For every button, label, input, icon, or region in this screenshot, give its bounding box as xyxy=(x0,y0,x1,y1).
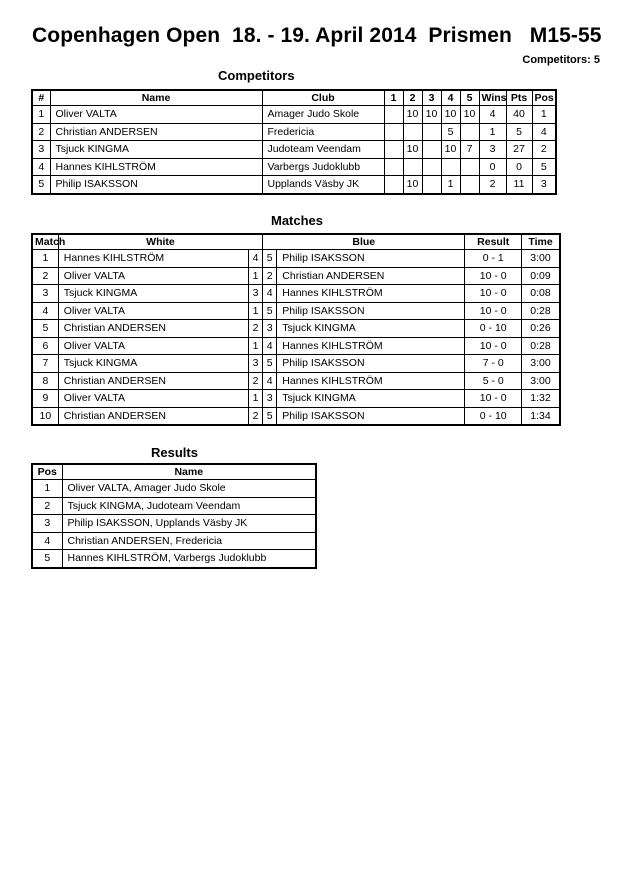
competitor-num: 4 xyxy=(32,158,50,176)
competitor-club: Varbergs Judoklubb xyxy=(262,158,384,176)
competitor-club: Upplands Väsby JK xyxy=(262,176,384,194)
wins-cell: 4 xyxy=(479,106,506,124)
pos-cell: 2 xyxy=(532,141,556,159)
competitors-table xyxy=(31,89,557,195)
col-header-1: 1 xyxy=(384,90,403,106)
match-number: 2 xyxy=(32,267,58,285)
table-row xyxy=(32,407,560,425)
competitor-name: Hannes KIHLSTRÖM xyxy=(50,158,262,176)
white-competitor-num: 1 xyxy=(248,267,262,285)
blue-competitor-num: 4 xyxy=(263,372,277,390)
match-result: 5 - 0 xyxy=(465,372,522,390)
match-time: 0:26 xyxy=(522,320,560,338)
col-header-match: Match xyxy=(32,234,58,250)
match-number: 10 xyxy=(32,407,58,425)
col-header-3: 3 xyxy=(422,90,441,106)
score-cell xyxy=(460,123,479,141)
match-number: 6 xyxy=(32,337,58,355)
white-competitor: Oliver VALTA xyxy=(58,337,248,355)
col-header-name: Name xyxy=(62,464,316,480)
white-competitor: Christian ANDERSEN xyxy=(58,320,248,338)
result-name: Philip ISAKSSON, Upplands Väsby JK xyxy=(62,515,316,533)
competitor-num: 2 xyxy=(32,123,50,141)
competitor-num: 3 xyxy=(32,141,50,159)
col-header-white: White xyxy=(58,234,262,250)
blue-competitor-num: 5 xyxy=(263,355,277,373)
score-cell xyxy=(422,141,441,159)
match-time: 0:28 xyxy=(522,302,560,320)
competitor-num: 1 xyxy=(32,106,50,124)
result-pos: 3 xyxy=(32,515,62,533)
table-row xyxy=(32,158,556,176)
col-header-pts: Pts xyxy=(506,90,532,106)
match-time: 1:34 xyxy=(522,407,560,425)
competitors-section-title: Competitors xyxy=(218,68,295,83)
blue-competitor-num: 5 xyxy=(263,407,277,425)
score-cell xyxy=(422,158,441,176)
table-row xyxy=(32,372,560,390)
blue-competitor: Tsjuck KINGMA xyxy=(277,390,465,408)
white-competitor: Tsjuck KINGMA xyxy=(58,355,248,373)
blue-competitor: Hannes KIHLSTRÖM xyxy=(277,285,465,303)
col-header-club: Club xyxy=(262,90,384,106)
match-result: 10 - 0 xyxy=(465,267,522,285)
col-header-blue: Blue xyxy=(263,234,465,250)
col-header-result: Result xyxy=(465,234,522,250)
result-name: Oliver VALTA, Amager Judo Skole xyxy=(62,480,316,498)
match-time: 1:32 xyxy=(522,390,560,408)
white-competitor: Tsjuck KINGMA xyxy=(58,285,248,303)
match-result: 10 - 0 xyxy=(465,337,522,355)
table-row xyxy=(32,337,560,355)
score-cell xyxy=(384,106,403,124)
white-competitor-num: 3 xyxy=(248,355,262,373)
white-competitor: Oliver VALTA xyxy=(58,302,248,320)
competitors-count: Competitors: 5 xyxy=(522,54,600,66)
col-header-2: 2 xyxy=(403,90,422,106)
match-time: 3:00 xyxy=(522,250,560,268)
blue-competitor-num: 3 xyxy=(263,320,277,338)
competitor-num: 5 xyxy=(32,176,50,194)
white-competitor-num: 2 xyxy=(248,407,262,425)
competitor-name: Tsjuck KINGMA xyxy=(50,141,262,159)
score-cell xyxy=(422,176,441,194)
table-row xyxy=(32,250,560,268)
blue-competitor: Hannes KIHLSTRÖM xyxy=(277,337,465,355)
score-cell xyxy=(403,123,422,141)
blue-competitor-num: 5 xyxy=(263,250,277,268)
table-row xyxy=(32,550,316,568)
result-name: Hannes KIHLSTRÖM, Varbergs Judoklubb xyxy=(62,550,316,568)
table-row xyxy=(32,497,316,515)
blue-competitor: Philip ISAKSSON xyxy=(277,355,465,373)
blue-competitor: Philip ISAKSSON xyxy=(277,250,465,268)
table-row xyxy=(32,176,556,194)
competitor-club: Fredericia xyxy=(262,123,384,141)
table-row xyxy=(32,123,556,141)
blue-competitor-num: 4 xyxy=(263,285,277,303)
col-header-5: 5 xyxy=(460,90,479,106)
score-cell: 10 xyxy=(422,106,441,124)
score-cell: 10 xyxy=(403,176,422,194)
col-header-num: # xyxy=(32,90,50,106)
match-time: 0:28 xyxy=(522,337,560,355)
score-cell xyxy=(460,158,479,176)
matches-table xyxy=(31,233,561,426)
result-pos: 5 xyxy=(32,550,62,568)
score-cell: 5 xyxy=(441,123,460,141)
table-row xyxy=(32,480,316,498)
match-time: 3:00 xyxy=(522,355,560,373)
col-header-wins: Wins xyxy=(479,90,506,106)
score-cell xyxy=(460,176,479,194)
result-pos: 4 xyxy=(32,532,62,550)
blue-competitor: Philip ISAKSSON xyxy=(277,302,465,320)
match-number: 1 xyxy=(32,250,58,268)
table-row xyxy=(32,302,560,320)
blue-competitor-num: 4 xyxy=(263,337,277,355)
pts-cell: 11 xyxy=(506,176,532,194)
result-name: Christian ANDERSEN, Fredericia xyxy=(62,532,316,550)
match-number: 7 xyxy=(32,355,58,373)
match-number: 3 xyxy=(32,285,58,303)
match-result: 0 - 1 xyxy=(465,250,522,268)
wins-cell: 0 xyxy=(479,158,506,176)
result-pos: 2 xyxy=(32,497,62,515)
table-row xyxy=(32,285,560,303)
competitor-name: Philip ISAKSSON xyxy=(50,176,262,194)
score-cell: 1 xyxy=(441,176,460,194)
competitor-club: Amager Judo Skole xyxy=(262,106,384,124)
score-cell xyxy=(384,123,403,141)
white-competitor: Hannes KIHLSTRÖM xyxy=(58,250,248,268)
white-competitor-num: 1 xyxy=(248,302,262,320)
blue-competitor: Philip ISAKSSON xyxy=(277,407,465,425)
score-cell xyxy=(403,158,422,176)
score-cell: 7 xyxy=(460,141,479,159)
competitor-club: Judoteam Veendam xyxy=(262,141,384,159)
white-competitor-num: 1 xyxy=(248,337,262,355)
page-title: Copenhagen Open 18. - 19. April 2014 Prismen M15-55 xyxy=(32,24,602,47)
match-time: 0:09 xyxy=(522,267,560,285)
match-number: 9 xyxy=(32,390,58,408)
white-competitor: Oliver VALTA xyxy=(58,390,248,408)
match-result: 10 - 0 xyxy=(465,285,522,303)
score-cell xyxy=(384,158,403,176)
match-number: 4 xyxy=(32,302,58,320)
results-section-title: Results xyxy=(151,445,198,460)
white-competitor-num: 1 xyxy=(248,390,262,408)
matches-section-title: Matches xyxy=(271,213,324,228)
table-row xyxy=(32,390,560,408)
pts-cell: 5 xyxy=(506,123,532,141)
match-result: 0 - 10 xyxy=(465,407,522,425)
table-row xyxy=(32,141,556,159)
blue-competitor: Hannes KIHLSTRÖM xyxy=(277,372,465,390)
score-cell: 10 xyxy=(460,106,479,124)
match-result: 10 - 0 xyxy=(465,302,522,320)
pos-cell: 1 xyxy=(532,106,556,124)
score-cell: 10 xyxy=(403,141,422,159)
col-header-name: Name xyxy=(50,90,262,106)
blue-competitor: Tsjuck KINGMA xyxy=(277,320,465,338)
col-header-4: 4 xyxy=(441,90,460,106)
table-row xyxy=(32,532,316,550)
score-cell xyxy=(441,158,460,176)
table-row xyxy=(32,515,316,533)
competitor-name: Oliver VALTA xyxy=(50,106,262,124)
white-competitor-num: 4 xyxy=(248,250,262,268)
wins-cell: 1 xyxy=(479,123,506,141)
wins-cell: 2 xyxy=(479,176,506,194)
pos-cell: 5 xyxy=(532,158,556,176)
pts-cell: 40 xyxy=(506,106,532,124)
results-table xyxy=(31,463,317,569)
table-row xyxy=(32,106,556,124)
col-header-pos: Pos xyxy=(532,90,556,106)
match-result: 7 - 0 xyxy=(465,355,522,373)
white-competitor: Oliver VALTA xyxy=(58,267,248,285)
match-result: 10 - 0 xyxy=(465,390,522,408)
result-pos: 1 xyxy=(32,480,62,498)
table-row xyxy=(32,320,560,338)
blue-competitor-num: 3 xyxy=(263,390,277,408)
competitor-name: Christian ANDERSEN xyxy=(50,123,262,141)
pts-cell: 27 xyxy=(506,141,532,159)
blue-competitor-num: 5 xyxy=(263,302,277,320)
match-number: 8 xyxy=(32,372,58,390)
table-row xyxy=(32,267,560,285)
col-header-time: Time xyxy=(522,234,560,250)
col-header-pos: Pos xyxy=(32,464,62,480)
white-competitor-num: 2 xyxy=(248,372,262,390)
score-cell xyxy=(384,141,403,159)
white-competitor-num: 3 xyxy=(248,285,262,303)
match-result: 0 - 10 xyxy=(465,320,522,338)
score-cell: 10 xyxy=(403,106,422,124)
score-cell: 10 xyxy=(441,106,460,124)
blue-competitor-num: 2 xyxy=(263,267,277,285)
pos-cell: 4 xyxy=(532,123,556,141)
white-competitor-num: 2 xyxy=(248,320,262,338)
matches-header-row xyxy=(32,234,560,250)
match-time: 3:00 xyxy=(522,372,560,390)
pos-cell: 3 xyxy=(532,176,556,194)
competitors-header-row xyxy=(32,90,556,106)
score-cell: 10 xyxy=(441,141,460,159)
score-cell xyxy=(384,176,403,194)
table-row xyxy=(32,355,560,373)
results-header-row xyxy=(32,464,316,480)
score-cell xyxy=(422,123,441,141)
blue-competitor: Christian ANDERSEN xyxy=(277,267,465,285)
pts-cell: 0 xyxy=(506,158,532,176)
white-competitor: Christian ANDERSEN xyxy=(58,407,248,425)
match-number: 5 xyxy=(32,320,58,338)
match-time: 0:08 xyxy=(522,285,560,303)
white-competitor: Christian ANDERSEN xyxy=(58,372,248,390)
result-name: Tsjuck KINGMA, Judoteam Veendam xyxy=(62,497,316,515)
wins-cell: 3 xyxy=(479,141,506,159)
